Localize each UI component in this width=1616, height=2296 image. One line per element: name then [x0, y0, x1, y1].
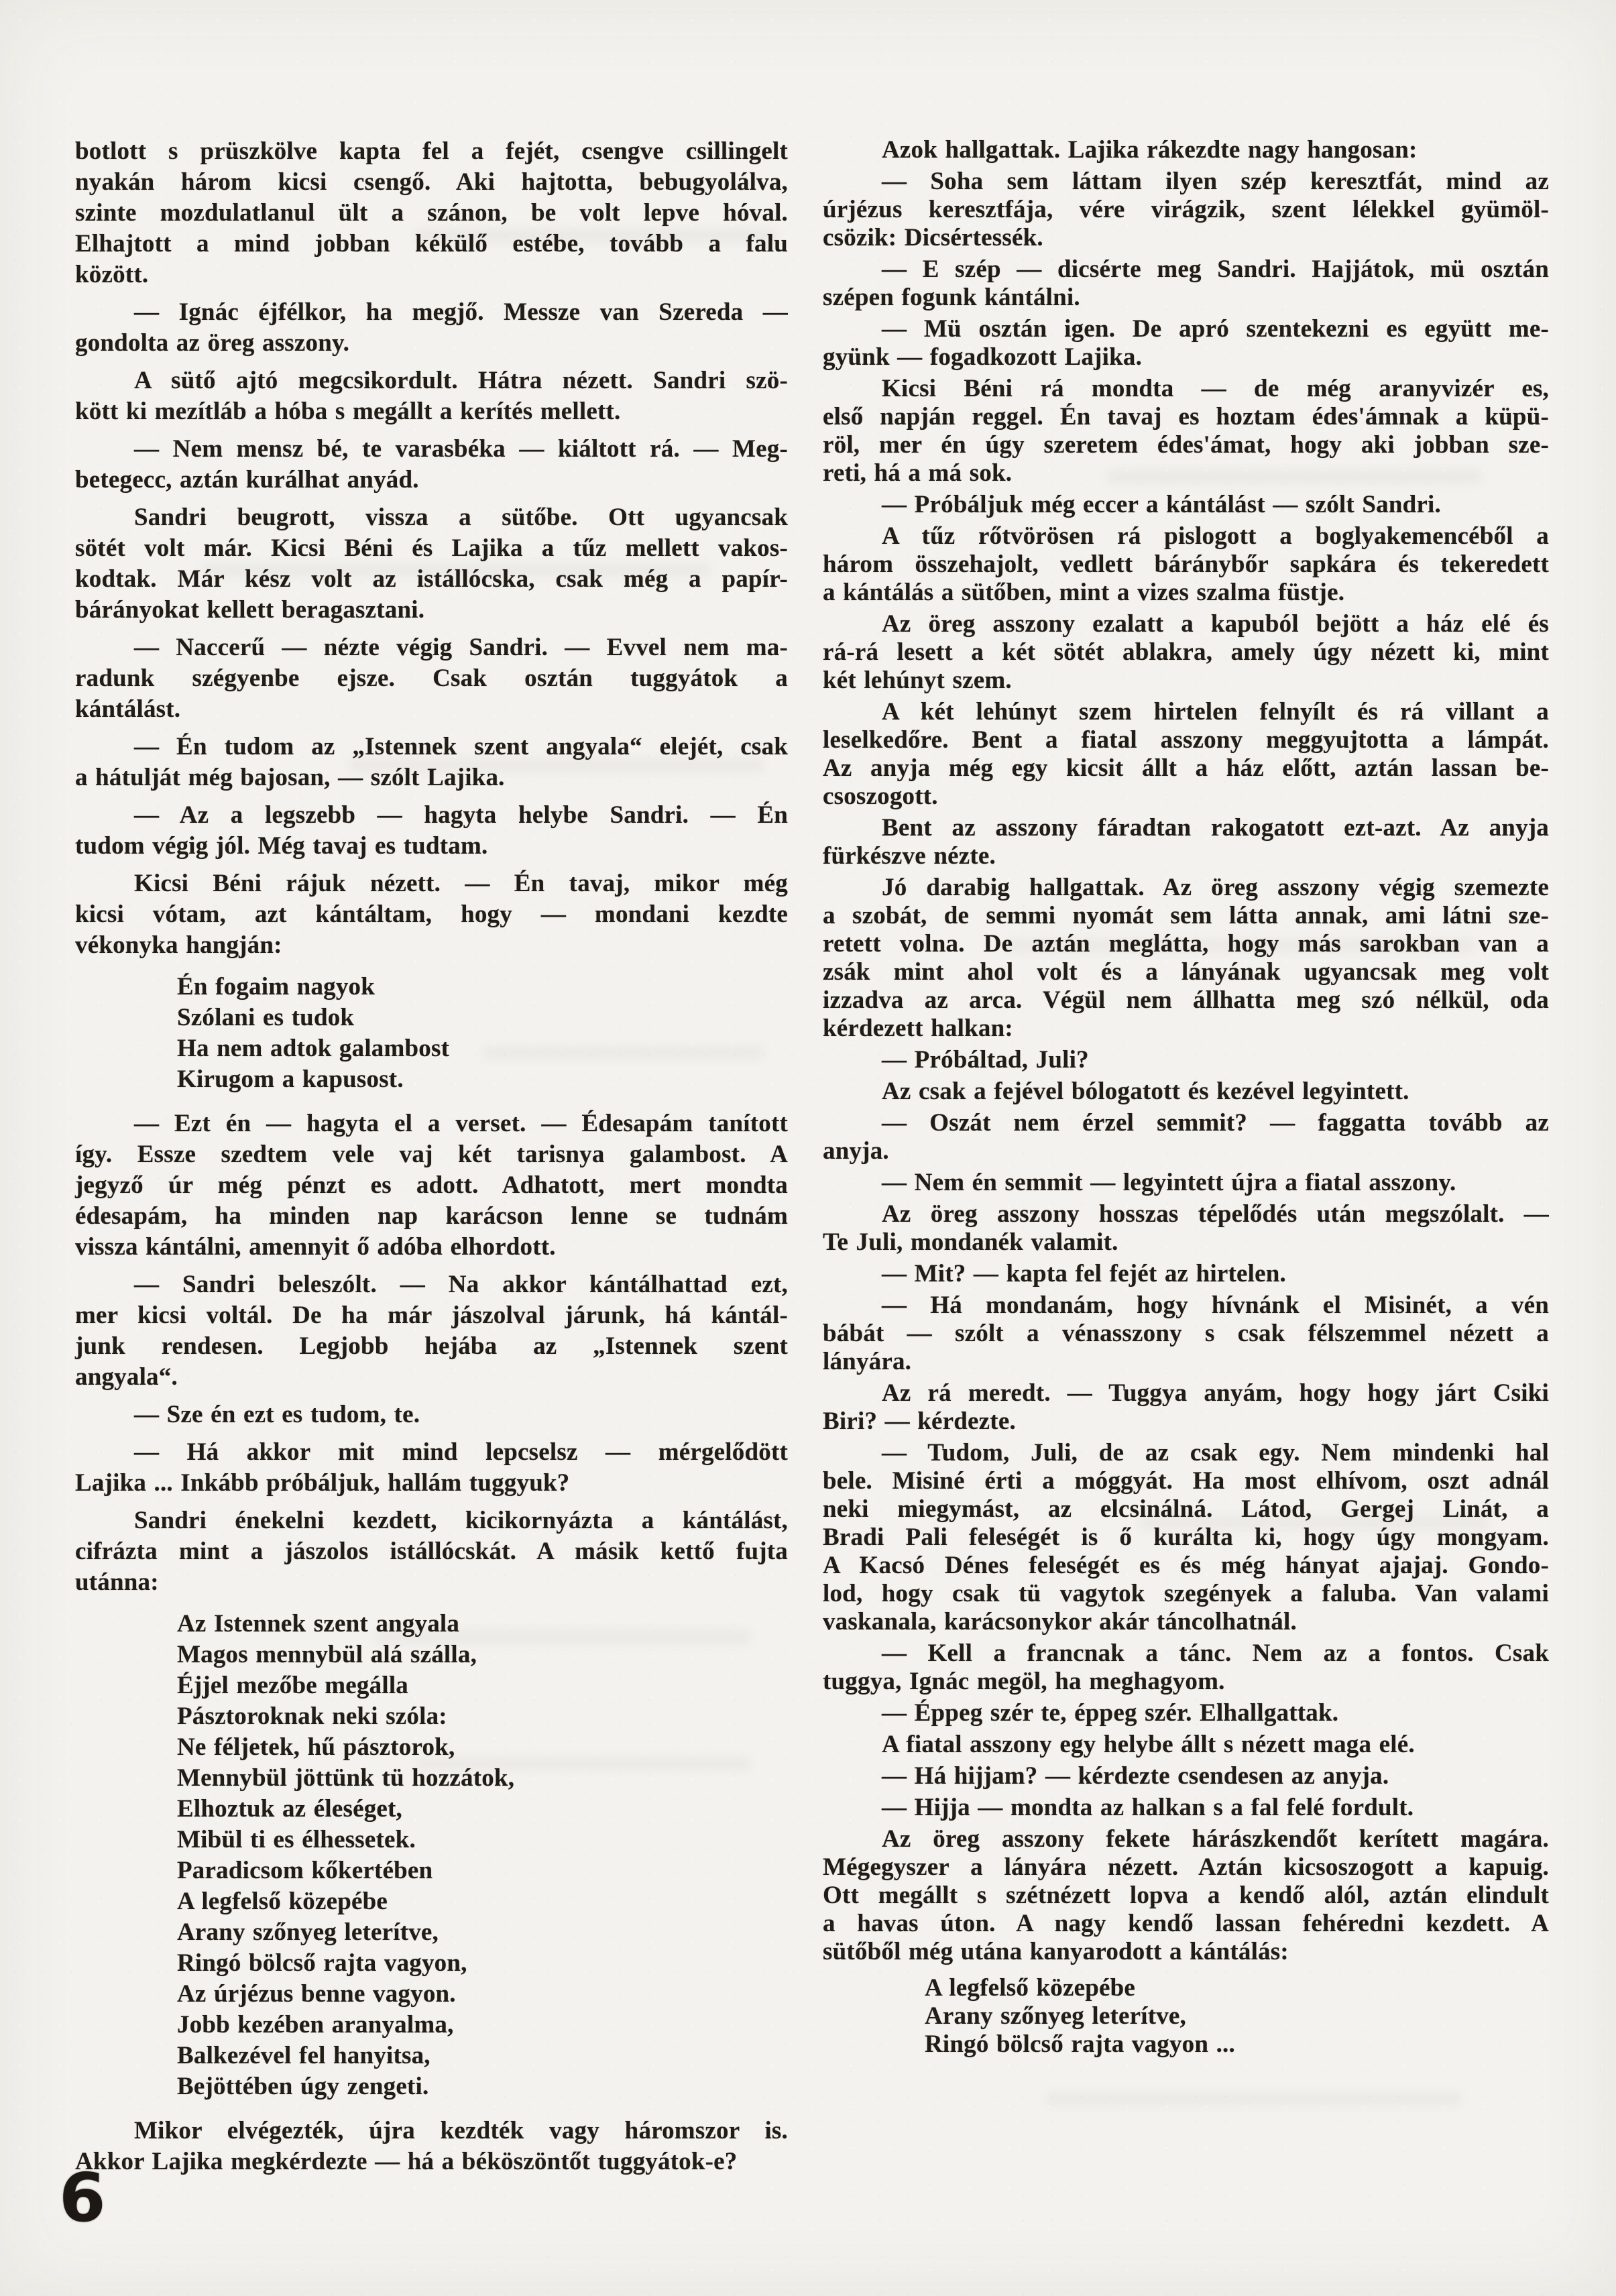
text-line: — Az a legszebb — hagyta helybe Sandri. — Én [134, 801, 788, 829]
paragraph [823, 1169, 1549, 1197]
text-line: radunk szégyenbe ejsze. Csak osztán tuggyátok a [75, 665, 788, 692]
text-line: A legfelső közepébe [925, 1974, 1136, 2002]
verse-block [75, 972, 788, 1095]
text-line: Paradicsom kőkertében [177, 1857, 433, 1884]
paragraph [823, 874, 1549, 1043]
text-line: Jobb kezében aranyalma, [177, 2011, 454, 2039]
text-line: a kántálás a sütőben, mint a vizes szalma füstje. [823, 579, 1345, 606]
text-line: három összehajolt, vedlett báránybőr sapkára és tekeredett [823, 551, 1549, 578]
text-line: Az rá meredt. — Tuggya anyám, hogy hogy járt Csiki [882, 1379, 1549, 1407]
text-line: jegyző úr még pénzt es adott. Adhatott, mert mondta [75, 1171, 788, 1199]
paragraph [75, 1108, 788, 1263]
paragraph [823, 1046, 1549, 1074]
text-line: kántálást. [75, 695, 181, 723]
bleed-artifact [1046, 2092, 1462, 2106]
paragraph [75, 632, 788, 725]
text-line: izzadva az arca. Végül nem állhatta meg szó nélkül, oda [823, 986, 1549, 1014]
text-line: — Há akkor mit mind lepcselsz — mérgelődött [134, 1438, 788, 1466]
text-line: mer kicsi voltál. De ha már jászolval járunk, há kántál- [75, 1302, 788, 1329]
paragraph [823, 168, 1549, 252]
text-line: — Oszát nem érzel semmit? — faggatta tovább az [882, 1109, 1549, 1137]
text-line: bábát — szólt a vénasszony s csak félszemmel nézett a [823, 1320, 1549, 1347]
paragraph [823, 698, 1549, 811]
text-line: angyala“. [75, 1363, 178, 1391]
text-line: kött ki mezítláb a hóba s megállt a kerítés mellett. [75, 398, 621, 425]
text-line: Szólani es tudok [177, 1004, 355, 1031]
paragraph [823, 375, 1549, 487]
text-line: leselkedőre. Bent a fiatal asszony meggyujtotta a lámpát. [823, 726, 1549, 754]
text-line: rá-rá lesett a két sötét ablakra, amely úgy nézett ki, mint [823, 638, 1549, 666]
text-line: Arany szőnyeg leterítve, [925, 2002, 1186, 2030]
text-line: Az anyja még egy kicsit állt a ház előtt, aztán lassan be- [823, 754, 1549, 782]
text-line: Balkezével fel hanyitsa, [177, 2042, 430, 2069]
text-line: Kicsi Béni rájuk nézett. — Én tavaj, mikor még [134, 870, 788, 897]
text-line: Az Istennek szent angyala [177, 1610, 460, 1638]
text-line: kérdezett halkan: [823, 1015, 1013, 1042]
text-line: a szobát, de semmi nyomát sem látta annak, ami látni sze- [823, 902, 1549, 929]
text-line: Akkor Lajika megkérdezte — há a béköszöntőt tuggyátok-e? [75, 2148, 738, 2175]
text-line: Biri? — kérdezte. [823, 1408, 1016, 1435]
text-line: — Mit? — kapta fel fejét az hirtelen. [882, 1260, 1286, 1287]
text-line: Sandri beugrott, vissza a sütőbe. Ott ugyancsak [134, 504, 788, 531]
text-line: — Há mondanám, hogy hívnánk el Misinét, a vén [882, 1292, 1549, 1319]
paragraph [823, 1640, 1549, 1696]
text-line: csoszogott. [823, 783, 938, 810]
verse-block [75, 1609, 788, 2102]
text-line: Pásztoroknak neki szóla: [177, 1703, 447, 1730]
text-line: csözik: Dicsértessék. [823, 224, 1043, 251]
paragraph [823, 1109, 1549, 1165]
text-line: édesapám, ha minden nap karácson lenne se tudnám [75, 1202, 788, 1230]
text-line: — Éppeg szér te, éppeg szér. Elhallgattak. [882, 1699, 1339, 1727]
text-line: Kicsi Béni rá mondta — de még aranyvizér es, [882, 375, 1549, 402]
paragraph [75, 732, 788, 793]
text-line: junk rendesen. Legjobb hejába az „Istennek szent [75, 1332, 788, 1360]
text-line: Mégegyszer a lányára nézett. Aztán kicsoszogott a kapuig. [823, 1853, 1549, 1881]
text-line: Elhajtott a mind jobban kékülő estébe, tovább a falu [75, 230, 788, 257]
text-line: Éjjel mezőbe megálla [177, 1672, 408, 1699]
paragraph [75, 1437, 788, 1499]
text-line: — Sze én ezt es tudom, te. [134, 1401, 420, 1428]
paragraph [823, 1794, 1549, 1822]
text-line: A legfelső közepébe [177, 1888, 388, 1915]
text-line: — Há hijjam? — kérdezte csendesen az anyja. [882, 1762, 1389, 1790]
paragraph [823, 522, 1549, 607]
text-line: első napján reggel. Én tavaj es hoztam édes'ámnak a küpü- [823, 403, 1549, 431]
paragraph [823, 1439, 1549, 1636]
text-line: röl, mer én úgy szeretem édes'ámat, hogy aki jobban sze- [823, 431, 1549, 459]
text-line: így. Essze szedtem vele vaj két tarisnya galambost. A [75, 1141, 788, 1168]
text-line: — Naccerű — nézte végig Sandri. — Evvel nem ma- [134, 634, 788, 661]
text-line: vissza kántálni, amennyit ő adóba elhordott. [75, 1233, 556, 1261]
paragraph [75, 136, 788, 290]
text-line: Az öreg asszony hosszas tépelődés után megszólalt. — [882, 1200, 1549, 1228]
paragraph [823, 1699, 1549, 1727]
text-line: zsák mint ahol volt és a lányának ugyancsak meg volt [823, 958, 1549, 986]
paragraph [823, 814, 1549, 870]
text-line: lányára. [823, 1348, 912, 1375]
paragraph [75, 868, 788, 961]
text-line: — Nem én semmit — legyintett újra a fiatal asszony. [882, 1169, 1456, 1196]
text-line: — Én tudom az „Istennek szent angyala“ elejét, csak [134, 733, 788, 760]
text-line: cifrázta mint a jászolos istállócskát. A másik kettő fujta [75, 1538, 788, 1565]
text-line: két lehúnyt szem. [823, 667, 1012, 694]
text-line: A Kacsó Dénes feleségét es és még hányat ajajaj. Gondo- [823, 1552, 1549, 1579]
text-column-left [75, 136, 788, 2184]
text-line: — Soha sem láttam ilyen szép keresztfát, mind az [882, 168, 1549, 195]
text-line: betegecc, aztán kurálhat anyád. [75, 466, 419, 494]
paragraph [823, 1762, 1549, 1790]
text-line: — E szép — dicsérte meg Sandri. Hajjátok, mü osztán [882, 255, 1549, 283]
text-line: Az csak a fejével bólogatott és kezével legyintett. [882, 1078, 1409, 1105]
text-line: kodtak. Már kész volt az istállócska, csak még a papír- [75, 565, 788, 593]
text-line: Elhoztuk az éleséget, [177, 1795, 402, 1823]
text-line: Ha nem adtok galambost [177, 1035, 450, 1062]
paragraph [823, 1078, 1549, 1106]
paragraph [75, 2116, 788, 2177]
verse-block [823, 1974, 1549, 2059]
text-line: Bejöttében úgy zengeti. [177, 2073, 429, 2100]
text-line: retett volna. De aztán meglátta, hogy más sarokban van a [823, 930, 1549, 958]
text-line: — Próbáltad, Juli? [882, 1046, 1089, 1074]
text-line: — Ignác éjfélkor, ha megjő. Messze van Szereda — [134, 298, 788, 326]
paragraph [75, 297, 788, 359]
paragraph [823, 1260, 1549, 1288]
paragraph [823, 315, 1549, 371]
paragraph [823, 255, 1549, 312]
text-line: Mikor elvégezték, újra kezdték vagy háromszor is. [134, 2117, 788, 2144]
text-line: Arany szőnyeg leterítve, [177, 1918, 439, 1946]
paragraph [823, 1200, 1549, 1257]
text-line: botlott s prüszkölve kapta fel a fejét, csengve csillingelt [75, 137, 788, 165]
text-line: a hátulját még bajosan, — szólt Lajika. [75, 764, 505, 791]
text-line: A fiatal asszony egy helybe állt s nézett maga elé. [882, 1731, 1415, 1758]
text-line: — Mü osztán igen. De apró szentekezni es együtt me- [882, 315, 1549, 343]
text-line: Te Juli, mondanék valamit. [823, 1228, 1118, 1256]
text-line: Ne féljetek, hű pásztorok, [177, 1733, 455, 1761]
text-line: A sütő ajtó megcsikordult. Hátra nézett. Sandri szö- [134, 367, 788, 394]
text-line: Bent az asszony fáradtan rakogatott ezt-azt. Az anyja [882, 814, 1549, 842]
text-line: sütőből még utána kanyarodott a kántálás: [823, 1938, 1289, 1965]
text-line: lod, hogy csak tü vagytok szegények a faluba. Van valami [823, 1580, 1549, 1607]
paragraph [823, 610, 1549, 695]
text-line: sötét volt már. Kicsi Béni és Lajika a tűz mellett vakos- [75, 534, 788, 562]
text-line: Bradi Pali feleségét is ő kurálta ki, hogy úgy mongyam. [823, 1524, 1549, 1551]
text-line: utánna: [75, 1568, 159, 1596]
paragraph [75, 365, 788, 427]
text-line: Kirugom a kapusost. [177, 1066, 404, 1093]
page-number: 6 [59, 2159, 106, 2237]
text-line: vaskanala, karácsonykor akár táncolhatnál. [823, 1608, 1297, 1635]
text-line: Az öreg asszony ezalatt a kapuból bejött a ház elé és [882, 610, 1549, 638]
text-line: — Hijja — mondta az halkan s a fal felé fordult. [882, 1794, 1414, 1821]
paragraph [823, 136, 1549, 164]
text-line: neki miegymást, az elcsinálná. Látod, Gergej Linát, a [823, 1495, 1549, 1523]
paragraph [75, 1399, 788, 1430]
text-line: vékonyka hangján: [75, 931, 282, 959]
text-line: Sandri énekelni kezdett, kicikornyázta a kántálást, [134, 1507, 788, 1534]
text-line: gondolta az öreg asszony. [75, 329, 350, 357]
text-line: A két lehúnyt szem hirtelen felnyílt és rá villant a [882, 698, 1549, 726]
text-line: között. [75, 261, 149, 288]
text-line: gyünk — fogadkozott Lajika. [823, 343, 1143, 371]
text-line: reti, há a má sok. [823, 459, 1013, 487]
text-line: A tűz rőtvörösen rá pislogott a boglyakemencéből a [882, 522, 1549, 550]
text-line: Az öreg asszony fekete hárászkendőt kerített magára. [882, 1825, 1549, 1853]
text-line: tuggya, Ignác megöl, ha meghagyom. [823, 1668, 1225, 1695]
text-line: — Kell a francnak a tánc. Nem az a fontos. Csak [882, 1640, 1549, 1667]
text-line: szinte mozdulatlanul ült a szánon, be volt lepve hóval. [75, 199, 788, 227]
text-column-right [823, 136, 1549, 2067]
text-line: szépen fogunk kántálni. [823, 284, 1080, 311]
paragraph [75, 800, 788, 862]
text-line: Lajika ... Inkább próbáljuk, hallám tuggyuk? [75, 1469, 570, 1497]
text-line: Azok hallgattak. Lajika rákezdte nagy hangosan: [882, 136, 1418, 164]
text-line: Magos mennybül alá szálla, [177, 1641, 477, 1668]
text-line: — Sandri beleszólt. — Na akkor kántálhattad ezt, [134, 1271, 788, 1298]
paragraph [823, 491, 1549, 519]
paragraph [75, 1269, 788, 1393]
text-line: anyja. [823, 1137, 889, 1165]
text-line: — Nem mensz bé, te varasbéka — kiáltott rá. — Meg- [134, 435, 788, 463]
text-line: Ringó bölcső rajta vagyon ... [925, 2030, 1235, 2058]
text-line: Ringó bölcső rajta vagyon, [177, 1949, 467, 1977]
paragraph [823, 1292, 1549, 1376]
text-line: Jó darabig hallgattak. Az öreg asszony végig szemezte [882, 874, 1549, 901]
text-line: kicsi vótam, azt kántáltam, hogy — mondani kezdte [75, 901, 788, 928]
text-line: Az úrjézus benne vagyon. [177, 1980, 456, 2008]
text-line: bele. Misiné érti a móggyát. Ha most elhívom, oszt adnál [823, 1467, 1549, 1495]
text-line: bárányokat kellett beragasztani. [75, 596, 425, 624]
text-line: úrjézus keresztfája, vére virágzik, szent lélekkel gyümöl- [823, 196, 1549, 223]
text-line: tudom végig jól. Még tavaj es tudtam. [75, 832, 488, 860]
paragraph [823, 1825, 1549, 1966]
text-line: — Ezt én — hagyta el a verset. — Édesapám tanított [134, 1110, 788, 1137]
text-line: — Próbáljuk még eccer a kántálást — szólt Sandri. [882, 491, 1441, 518]
text-line: nyakán három kicsi csengő. Aki hajtotta, bebugyolálva, [75, 168, 788, 196]
text-line: a havas úton. A nagy kendő lassan fehéredni kezdett. A [823, 1910, 1549, 1937]
paragraph [75, 1505, 788, 1598]
text-line: — Tudom, Juli, de az csak egy. Nem mindenki hal [882, 1439, 1549, 1467]
paragraph [75, 502, 788, 626]
text-line: Mibül ti es élhessetek. [177, 1826, 416, 1853]
text-line: Én fogaim nagyok [177, 973, 376, 1000]
paragraph [823, 1379, 1549, 1436]
paragraph [75, 434, 788, 496]
text-line: Ott megállt s szétnézett lopva a kendő alól, aztán elindult [823, 1882, 1549, 1909]
text-line: Mennybül jöttünk tü hozzátok, [177, 1764, 515, 1792]
paragraph [823, 1731, 1549, 1759]
text-line: fürkészve nézte. [823, 842, 996, 870]
